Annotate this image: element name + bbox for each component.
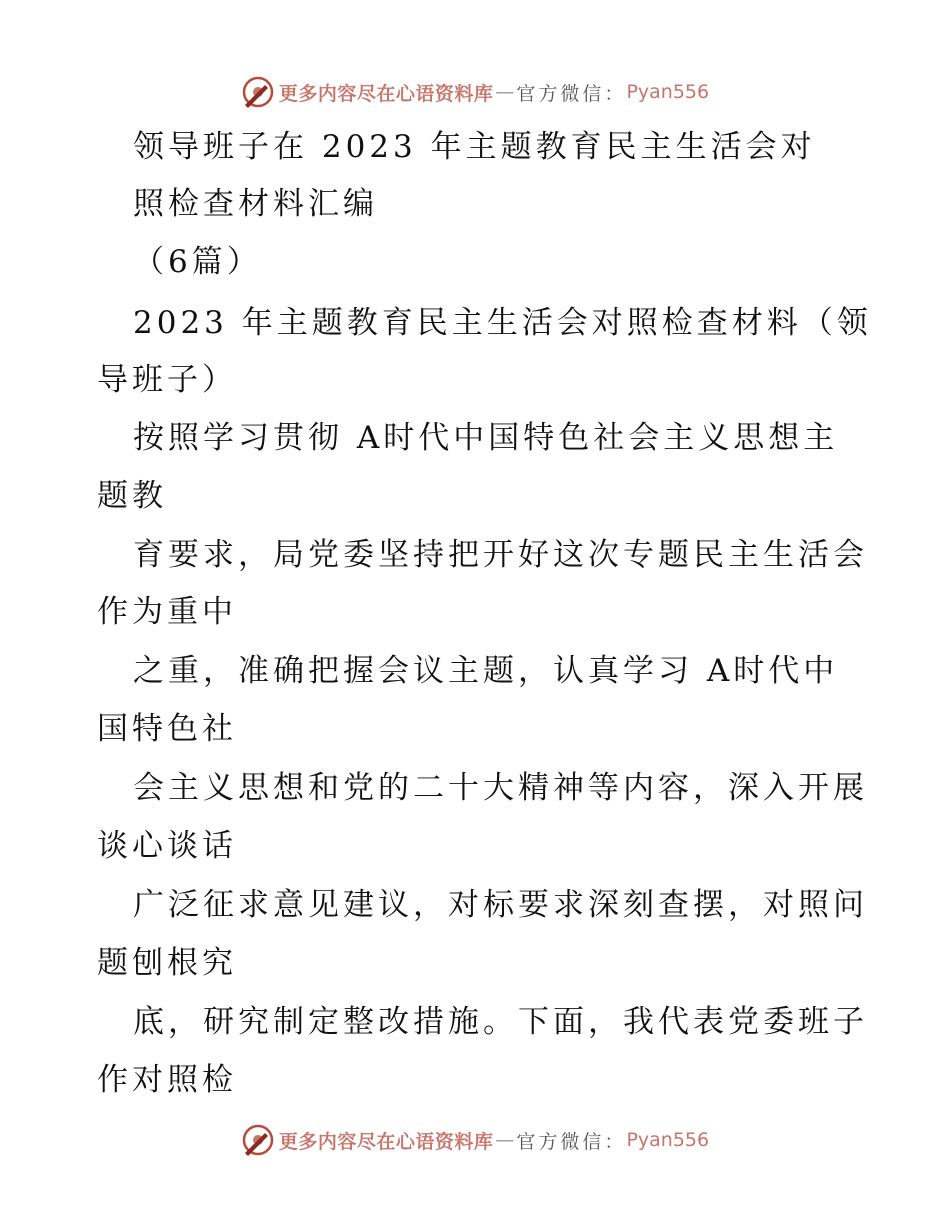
banner-wechat-id: Pyan556 bbox=[626, 1129, 710, 1151]
paragraph-line: 谈心谈话 bbox=[97, 828, 237, 864]
paragraph-line: 作对照检 bbox=[97, 1062, 237, 1098]
banner-wechat-id: Pyan556 bbox=[626, 81, 710, 103]
paragraph-line: 底，研究制定整改措施。下面，我代表党委班子 bbox=[133, 1004, 868, 1040]
banner-wechat-label: 官方微信： bbox=[516, 82, 627, 105]
paragraph-line: 题教 bbox=[97, 478, 167, 514]
pen-logo-icon bbox=[241, 75, 275, 109]
paragraph-line: 会主义思想和党的二十大精神等内容，深入开展 bbox=[133, 770, 868, 806]
document-title-line-1: 领导班子在 2023 年主题教育民主生活会对 bbox=[133, 129, 816, 165]
paragraph-line: 按照学习贯彻 A时代中国特色社会主义思想主 bbox=[133, 420, 839, 456]
header-banner bbox=[0, 72, 950, 112]
section-title-line-1: 2023 年主题教育民主生活会对照检查材料（领 bbox=[133, 305, 872, 341]
footer-banner bbox=[0, 1120, 950, 1160]
paragraph-line: 之重，准确把握会议主题，认真学习 A时代中 bbox=[133, 653, 839, 689]
banner-title: 更多内容尽在心语资料库 bbox=[278, 82, 494, 105]
paragraph-line: 育要求，局党委坚持把开好这次专题民主生活会 bbox=[133, 537, 868, 573]
document-count: （6篇） bbox=[133, 244, 262, 280]
banner-wechat-label: 官方微信： bbox=[516, 1130, 627, 1153]
paragraph-line: 作为重中 bbox=[97, 594, 237, 630]
paragraph-line: 广泛征求意见建议，对标要求深刻查摆，对照问 bbox=[133, 887, 868, 923]
document-title-line-2: 照检查材料汇编 bbox=[133, 186, 378, 222]
paragraph-line: 国特色社 bbox=[97, 711, 237, 747]
banner-separator: — bbox=[495, 1129, 515, 1151]
pen-logo-icon bbox=[241, 1123, 275, 1157]
paragraph-line: 题刨根究 bbox=[97, 945, 237, 981]
section-title-line-2: 导班子） bbox=[97, 362, 237, 398]
banner-title: 更多内容尽在心语资料库 bbox=[278, 1130, 494, 1153]
banner-separator: — bbox=[495, 81, 515, 103]
